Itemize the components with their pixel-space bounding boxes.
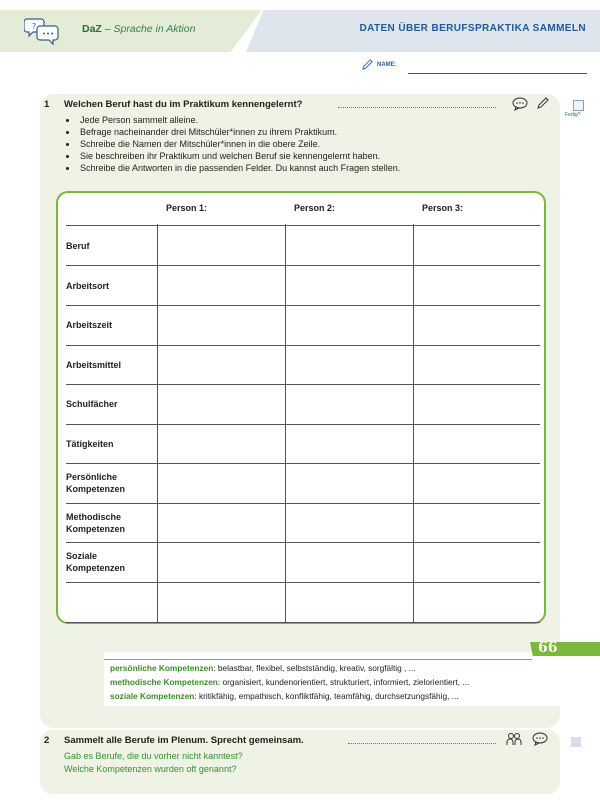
instruction-item: • Schreibe die Antworten in die passenden Felder. Du kannst auch Fragen stellen. (78, 162, 548, 174)
row-label-arbeitsmittel: Arbeitsmittel (66, 360, 122, 370)
instruction-item: • Schreibe die Namen der Mitschüler*innen in die obere Zeile. (78, 138, 548, 150)
speech-bubble-icon (512, 97, 528, 111)
row-label-beruf: Beruf (66, 241, 90, 251)
competences-rule (104, 659, 532, 660)
competence-line (110, 677, 469, 687)
table-rule (66, 503, 540, 504)
done-checkbox-2[interactable] (571, 737, 581, 747)
table-rule (66, 265, 540, 266)
competence-label: soziale Kompetenzen (110, 691, 195, 701)
task1-dotted-leader (338, 107, 496, 108)
header-dash: – (104, 23, 114, 35)
task2-dotted-leader (348, 743, 496, 744)
row-label-soziale-kompetenzen: Soziale Kompetenzen (66, 551, 126, 573)
done-label: Fertig? (565, 112, 581, 118)
pencil-icon (361, 58, 374, 71)
column-header-person-1: Person 1: (166, 203, 208, 213)
header-title (82, 23, 195, 35)
table-column-divider (285, 224, 286, 622)
column-header-person-3: Person 3: (422, 203, 464, 213)
competence-values: : kritikfähig, empathisch, konfliktfähig, teamfähig, durchsetzungsfähig, ... (194, 691, 459, 701)
table-rule (66, 424, 540, 425)
table-rule (66, 345, 540, 346)
table-rule (66, 582, 540, 583)
pencil-icon (536, 96, 550, 110)
competence-values: : belastbar, flexibel, selbstständig, kreativ, sorgfältig , ... (213, 663, 416, 673)
competence-line (110, 663, 416, 673)
task2-title: Sammelt alle Berufe im Plenum. Sprecht gemeinsam. (64, 735, 304, 746)
quote-icon: 66 (538, 640, 558, 656)
speech-bubbles-icon (24, 15, 60, 47)
competence-label: persönliche Kompetenzen (110, 663, 214, 673)
row-label-arbeitszeit: Arbeitszeit (66, 320, 113, 330)
speech-bubble-icon (532, 732, 548, 746)
done-checkbox[interactable] (573, 100, 584, 111)
svg-text:?: ? (31, 22, 37, 31)
table-rule (66, 225, 540, 226)
task1-instructions (64, 114, 548, 174)
table-rule (66, 542, 540, 543)
row-label-persoenliche-kompetenzen: Persönliche Kompetenzen (66, 472, 126, 494)
task2-question: Welche Kompetenzen wurden oft genannt? (64, 764, 237, 774)
task2-question: Gab es Berufe, die du vorher nicht kanntest? (64, 751, 243, 761)
name-label: NAME: (377, 62, 397, 68)
task1-number: 1 (44, 99, 50, 110)
instruction-item: • Sie beschreiben ihr Praktikum und welchen Beruf sie kennengelernt haben. (78, 150, 548, 162)
table-rule (66, 622, 540, 623)
instruction-item: • Jede Person sammelt alleine. (78, 114, 548, 126)
brand-label: DaZ (82, 23, 102, 35)
competence-label: methodische Kompetenzen (110, 677, 218, 687)
table-column-divider (413, 224, 414, 622)
table-rule (66, 384, 540, 385)
table-rule (66, 305, 540, 306)
row-label-arbeitsort: Arbeitsort (66, 281, 110, 291)
group-icon (506, 732, 522, 746)
brand-subtitle: Sprache in Aktion (113, 23, 196, 35)
instruction-item: • Befrage nacheinander drei Mitschüler*innen zu ihrem Praktikum. (78, 126, 548, 138)
table-column-divider (157, 224, 158, 622)
table-rule (66, 463, 540, 464)
worksheet-topic: DATEN ÜBER BERUFSPRAKTIKA SAMMELN (359, 23, 586, 34)
name-input-line[interactable] (408, 73, 587, 74)
row-label-methodische-kompetenzen: Methodische Kompetenzen (66, 512, 126, 534)
task1-title: Welchen Beruf hast du im Praktikum kennengelernt? (64, 99, 303, 110)
competence-line (110, 691, 459, 701)
column-header-person-2: Person 2: (294, 203, 336, 213)
task2-number: 2 (44, 735, 50, 746)
row-label-taetigkeiten: Tätigkeiten (66, 439, 114, 449)
competence-values: : organisiert, kundenorientiert, strukturiert, informiert, zielorientiert, ... (217, 677, 470, 687)
row-label-schulfaecher: Schulfächer (66, 399, 118, 409)
